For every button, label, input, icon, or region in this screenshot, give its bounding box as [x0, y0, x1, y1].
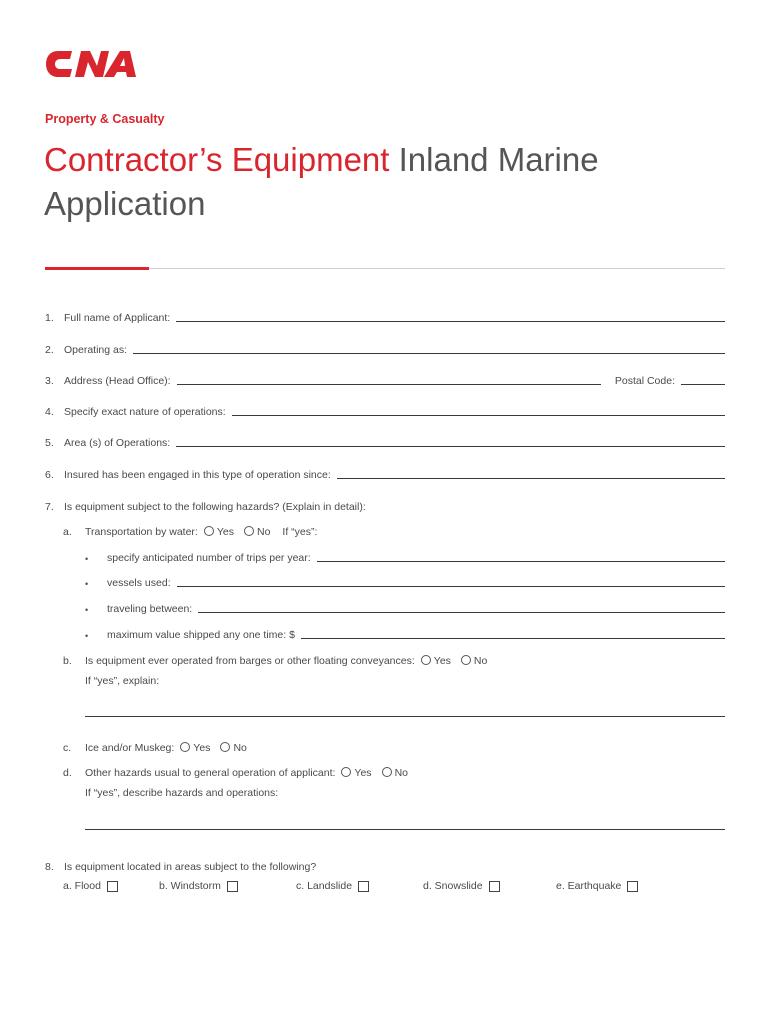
question-3 — [45, 375, 725, 387]
page-title — [44, 138, 704, 226]
trips-per-year-field[interactable] — [317, 561, 725, 562]
option-windstorm — [159, 880, 296, 892]
sub-letter: b. — [63, 655, 72, 667]
sub-letter: a. — [63, 526, 72, 538]
question-number: 4. — [45, 406, 54, 418]
list-item — [85, 603, 725, 615]
list-item — [85, 552, 725, 564]
question-label: Full name of Applicant: — [64, 312, 171, 324]
question-5 — [45, 437, 725, 449]
hazard-options — [63, 880, 725, 892]
explain-prompt: If “yes”, explain: — [85, 675, 160, 687]
no-label: No — [394, 767, 408, 779]
option-label: d. Snowslide — [423, 880, 483, 892]
yes-radio[interactable] — [341, 767, 351, 777]
bullet: • — [85, 605, 89, 615]
question-7b — [63, 655, 725, 667]
yes-label: Yes — [216, 526, 234, 538]
question-number: 6. — [45, 469, 54, 481]
describe-prompt: If “yes”, describe hazards and operations: — [85, 787, 279, 799]
bullet-label: maximum value shipped any one time: $ — [107, 629, 295, 641]
traveling-between-field[interactable] — [198, 612, 725, 613]
question-label: Ice and/or Muskeg: — [85, 742, 175, 754]
question-7a — [63, 526, 725, 538]
yes-radio[interactable] — [421, 655, 431, 665]
question-number: 7. — [45, 501, 54, 513]
question-label: Address (Head Office): — [64, 375, 171, 387]
list-item — [85, 629, 725, 641]
postal-code-field[interactable] — [681, 384, 725, 385]
option-label: b. Windstorm — [159, 880, 221, 892]
postal-code-label: Postal Code: — [614, 375, 675, 387]
question-label: Other hazards usual to general operation of applicant: — [85, 767, 336, 779]
bullet-label: vessels used: — [107, 577, 171, 589]
option-label: e. Earthquake — [556, 880, 622, 892]
bullet-label: specify anticipated number of trips per year: — [107, 552, 311, 564]
no-label: No — [233, 742, 247, 754]
address-field[interactable] — [177, 384, 601, 385]
operating-as-field[interactable] — [133, 353, 725, 354]
bullet-label: traveling between: — [107, 603, 193, 615]
question-7d — [63, 767, 725, 779]
header-accent-bar — [45, 267, 149, 270]
if-yes-label: If “yes”: — [282, 526, 318, 538]
explain-line-row — [85, 716, 725, 719]
question-6 — [45, 469, 725, 481]
windstorm-checkbox[interactable] — [227, 881, 238, 892]
question-8 — [45, 861, 725, 873]
option-earthquake — [556, 880, 638, 892]
yes-label: Yes — [193, 742, 211, 754]
question-number: 8. — [45, 861, 54, 873]
nature-of-operations-field[interactable] — [232, 415, 725, 416]
option-snowslide — [423, 880, 556, 892]
cna-logo — [44, 47, 138, 79]
question-label: Is equipment subject to the following hazards? (Explain in detail): — [64, 501, 366, 513]
question-4 — [45, 406, 725, 418]
hazards-describe-field[interactable] — [85, 829, 725, 830]
question-number: 5. — [45, 437, 54, 449]
bullet: • — [85, 631, 89, 641]
bullet: • — [85, 579, 89, 589]
question-label: Transportation by water: — [85, 526, 198, 538]
applicant-name-field[interactable] — [176, 321, 725, 322]
bullet: • — [85, 554, 89, 564]
question-number: 3. — [45, 375, 54, 387]
sub-letter: d. — [63, 767, 72, 779]
describe-line-row — [85, 829, 725, 832]
option-label: c. Landslide — [296, 880, 353, 892]
question-label: Insured has been engaged in this type of operation since: — [64, 469, 331, 481]
no-radio[interactable] — [244, 526, 254, 536]
max-value-field[interactable] — [301, 638, 725, 639]
no-radio[interactable] — [220, 742, 230, 752]
category-label: Property & Casualty — [45, 112, 165, 126]
option-label: a. Flood — [63, 880, 101, 892]
no-label: No — [473, 655, 488, 667]
question-label: Operating as: — [64, 344, 128, 356]
question-number: 2. — [45, 344, 54, 356]
yes-label: Yes — [433, 655, 451, 667]
question-label: Specify exact nature of operations: — [64, 406, 226, 418]
yes-label: Yes — [354, 767, 372, 779]
question-7 — [45, 501, 725, 513]
yes-radio[interactable] — [180, 742, 190, 752]
vessels-used-field[interactable] — [177, 586, 725, 587]
question-number: 1. — [45, 312, 54, 324]
engaged-since-field[interactable] — [337, 478, 725, 479]
option-flood — [63, 880, 159, 892]
title-red-part: Contractor’s Equipment — [44, 141, 390, 178]
barges-explain-field[interactable] — [85, 716, 725, 717]
title-gray-part: Inland Marine Application — [44, 141, 599, 222]
question-label: Is equipment ever operated from barges or other floating conveyances: — [85, 655, 415, 667]
area-of-operations-field[interactable] — [176, 446, 725, 447]
question-2 — [45, 344, 725, 356]
question-label: Is equipment located in areas subject to the following? — [64, 861, 317, 873]
earthquake-checkbox[interactable] — [627, 881, 638, 892]
option-landslide — [296, 880, 423, 892]
yes-radio[interactable] — [204, 526, 214, 536]
snowslide-checkbox[interactable] — [489, 881, 500, 892]
question-7c — [63, 742, 725, 754]
sub-letter: c. — [63, 742, 72, 754]
question-label: Area (s) of Operations: — [64, 437, 171, 449]
question-1 — [45, 312, 725, 324]
landslide-checkbox[interactable] — [358, 881, 369, 892]
no-radio[interactable] — [461, 655, 471, 665]
no-radio[interactable] — [382, 767, 392, 777]
list-item — [85, 577, 725, 589]
flood-checkbox[interactable] — [107, 881, 118, 892]
no-label: No — [256, 526, 271, 538]
